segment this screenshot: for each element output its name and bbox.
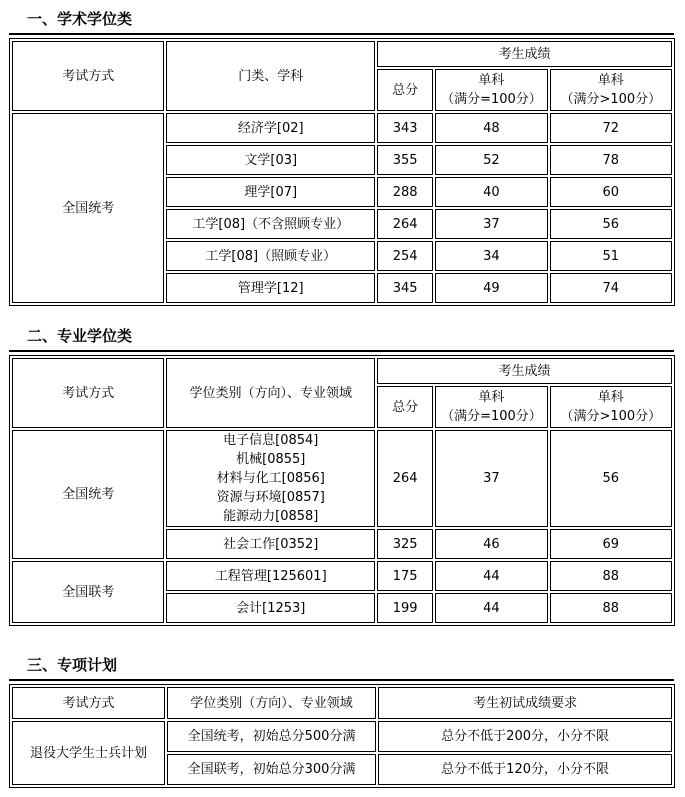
total-score-cell: 288 bbox=[377, 177, 433, 207]
header-score-group: 考生成绩 bbox=[377, 358, 672, 384]
discipline-cell: 工程管理[125601] bbox=[166, 561, 375, 591]
single-eq100-cell: 40 bbox=[435, 177, 547, 207]
total-score-cell: 199 bbox=[377, 593, 433, 623]
total-score-cell: 345 bbox=[377, 273, 433, 303]
discipline-cell: 会计[1253] bbox=[166, 593, 375, 623]
header-score-requirement: 考生初试成绩要求 bbox=[378, 687, 672, 719]
total-score-cell: 264 bbox=[377, 209, 433, 239]
header-discipline: 学位类别（方向）、专业领域 bbox=[167, 687, 376, 719]
header-single-gt100 bbox=[550, 386, 672, 428]
header-total-score: 总分 bbox=[377, 386, 433, 428]
single-gt100-cell: 69 bbox=[550, 529, 672, 559]
single-gt100-cell: 74 bbox=[550, 273, 672, 303]
total-score-cell: 325 bbox=[377, 529, 433, 559]
single-gt100-cell: 56 bbox=[550, 209, 672, 239]
discipline-line: 材料与化工[0856] bbox=[216, 471, 325, 486]
table-row bbox=[12, 561, 672, 591]
single-gt100-cell: 51 bbox=[550, 241, 672, 271]
header-single-eq100-line2: （满分=100分） bbox=[441, 92, 542, 107]
special-plan-table bbox=[9, 684, 675, 788]
section-2-title: 二、专业学位类 bbox=[9, 325, 674, 352]
single-eq100-cell: 52 bbox=[435, 145, 547, 175]
header-single-eq100-line1: 单科 bbox=[478, 390, 505, 405]
discipline-line: 资源与环境[0857] bbox=[216, 490, 325, 505]
header-single-gt100-line1: 单科 bbox=[597, 390, 624, 405]
header-single-gt100 bbox=[550, 69, 672, 111]
requirement-cell: 总分不低于120分，小分不限 bbox=[378, 754, 672, 785]
section-3-title: 三、专项计划 bbox=[9, 654, 674, 681]
table-row bbox=[12, 721, 672, 752]
single-gt100-cell: 56 bbox=[550, 430, 672, 527]
header-single-eq100-line2: （满分=100分） bbox=[441, 409, 542, 424]
exam-method-cell: 全国统考 bbox=[12, 430, 164, 559]
single-eq100-cell: 37 bbox=[435, 430, 547, 527]
header-discipline: 门类、学科 bbox=[166, 41, 375, 111]
header-score-group: 考生成绩 bbox=[377, 41, 672, 67]
table-row bbox=[12, 113, 672, 143]
header-single-eq100 bbox=[435, 386, 547, 428]
total-score-cell: 355 bbox=[377, 145, 433, 175]
total-score-cell: 175 bbox=[377, 561, 433, 591]
discipline-line: 机械[0855] bbox=[236, 452, 306, 467]
single-gt100-cell: 72 bbox=[550, 113, 672, 143]
single-eq100-cell: 49 bbox=[435, 273, 547, 303]
single-eq100-cell: 44 bbox=[435, 593, 547, 623]
single-eq100-cell: 48 bbox=[435, 113, 547, 143]
header-single-eq100 bbox=[435, 69, 547, 111]
discipline-multiline-cell bbox=[166, 430, 375, 527]
single-gt100-cell: 60 bbox=[550, 177, 672, 207]
single-gt100-cell: 88 bbox=[550, 561, 672, 591]
requirement-cell: 总分不低于200分，小分不限 bbox=[378, 721, 672, 752]
discipline-line: 能源动力[0858] bbox=[223, 509, 319, 524]
table-row bbox=[12, 430, 672, 527]
header-single-gt100-line2: （满分>100分） bbox=[560, 409, 662, 424]
table-header-row bbox=[12, 41, 672, 67]
single-eq100-cell: 34 bbox=[435, 241, 547, 271]
table-header-row bbox=[12, 687, 672, 719]
discipline-cell: 工学[08]（不含照顾专业） bbox=[166, 209, 375, 239]
discipline-cell: 管理学[12] bbox=[166, 273, 375, 303]
professional-degree-table bbox=[9, 355, 675, 626]
table-header-row bbox=[12, 358, 672, 384]
exam-method-cell: 全国联考 bbox=[12, 561, 164, 623]
single-eq100-cell: 46 bbox=[435, 529, 547, 559]
exam-method-cell: 全国统考 bbox=[12, 113, 164, 303]
discipline-cell: 社会工作[0352] bbox=[166, 529, 375, 559]
header-total-score: 总分 bbox=[377, 69, 433, 111]
single-eq100-cell: 44 bbox=[435, 561, 547, 591]
total-score-cell: 343 bbox=[377, 113, 433, 143]
header-exam-method: 考试方式 bbox=[12, 687, 165, 719]
header-single-eq100-line1: 单科 bbox=[478, 73, 505, 88]
academic-degree-table bbox=[9, 38, 675, 306]
discipline-cell: 工学[08]（照顾专业） bbox=[166, 241, 375, 271]
header-exam-method: 考试方式 bbox=[12, 41, 164, 111]
total-score-cell: 264 bbox=[377, 430, 433, 527]
discipline-line: 电子信息[0854] bbox=[223, 433, 319, 448]
single-eq100-cell: 37 bbox=[435, 209, 547, 239]
discipline-cell: 理学[07] bbox=[166, 177, 375, 207]
header-single-gt100-line2: （满分>100分） bbox=[560, 92, 662, 107]
discipline-cell: 文学[03] bbox=[166, 145, 375, 175]
header-single-gt100-line1: 单科 bbox=[597, 73, 624, 88]
exam-method-cell: 退役大学生士兵计划 bbox=[12, 721, 165, 785]
section-1-title: 一、学术学位类 bbox=[9, 8, 674, 35]
discipline-cell: 全国联考，初始总分300分满 bbox=[167, 754, 376, 785]
single-gt100-cell: 78 bbox=[550, 145, 672, 175]
single-gt100-cell: 88 bbox=[550, 593, 672, 623]
discipline-cell: 经济学[02] bbox=[166, 113, 375, 143]
header-discipline: 学位类别（方向）、专业领域 bbox=[166, 358, 375, 428]
discipline-cell: 全国统考，初始总分500分满 bbox=[167, 721, 376, 752]
total-score-cell: 254 bbox=[377, 241, 433, 271]
header-exam-method: 考试方式 bbox=[12, 358, 164, 428]
